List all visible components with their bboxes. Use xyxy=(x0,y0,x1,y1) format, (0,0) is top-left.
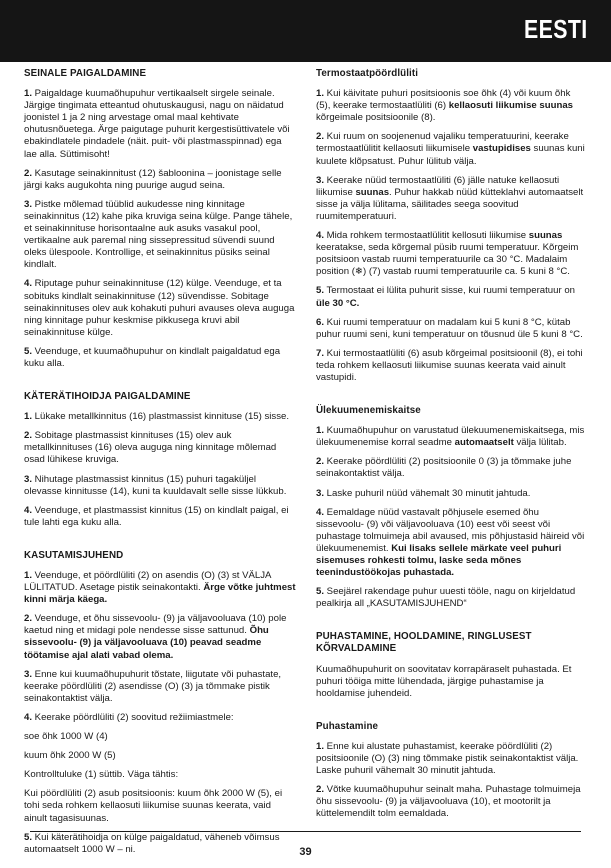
step-text: Enne kui kuumaõhupuhurit tõstate, liigutate või puhastate, keerake pöördlüliti (2) asendisse (O) (3) ja tõmmake pistik seinakontaktist välja. xyxy=(24,668,282,704)
step-text: Veenduge, et pöördlüliti (2) on asendis (O) (3) st VÄLJA LÜLITATUD. Asetage pistik seinakontakti. xyxy=(24,570,271,594)
step-number: 2. xyxy=(316,784,325,796)
step-text: Nihutage plastmassist kinnitus (15) puhuri tagaküljel olevasse kinnitusse (14), kuni ta kuuldavalt selle sisse lükkub. xyxy=(24,473,287,497)
step-number: 5. xyxy=(24,345,33,357)
mode-hot-line: kuum õhk 2000 W (5) xyxy=(24,750,116,762)
thermostat-step-4 xyxy=(316,230,587,278)
usage-step-1 xyxy=(24,570,296,606)
step-text: Kui käterätihoidja on külge paigaldatud, väheneb võimsus automaatselt 1000 W – ni. xyxy=(24,831,280,855)
section-title-thermostat: Termostaatpöördlüliti xyxy=(316,68,419,79)
step-number: 3. xyxy=(316,174,325,186)
step-text: Paigaldage kuumaõhupuhur vertikaalselt sirgele seinale. Järgige tingimata etteantud ohutuskaugusi, nagu on näidatud joonistel 1 ja 2 ning arvestage omal maal kehtivate ohutusnõuetega. Ärge paigutage puhurit kergestisüttivatele või ebakindlatele pindadele (näit. puit- või plastmasspinnad) ega lae alla. Süttimisoht! xyxy=(24,88,290,160)
step-number: 4. xyxy=(316,230,325,242)
right-column xyxy=(316,68,587,828)
mounting-step-5 xyxy=(24,346,296,370)
step-number: 7. xyxy=(316,347,325,359)
step-number: 6. xyxy=(316,316,325,328)
step-emphasis: automaatselt xyxy=(454,437,514,449)
step-text: Kui käivitate puhuri positsioonis soe õhk (4) või kuum õhk (5), keerake termostaatlüliti (6) xyxy=(316,88,571,112)
section-title-towel: KÄTERÄTIHOIDJA PAIGALDAMINE xyxy=(24,391,191,403)
step-text: Riputage puhur seinakinnituse (12) külge. Veenduge, et ta sobituks kindlalt seinakinnituse (12) süvendisse. Sobitage seinakinnituses olev auk kohakuti puhuri avauses oleva auguga ning kinnitage puhur keskmise pikkusega kruvi abil seinakinnituse külge. xyxy=(24,278,295,338)
cleaning-step-2 xyxy=(316,784,587,820)
step-text: Veenduge, et kuumaõhupuhur on kindlalt paigaldatud ega kuku alla. xyxy=(24,345,281,369)
step-number: 2. xyxy=(316,456,325,468)
step-number: 5. xyxy=(316,285,325,297)
step-number: 5. xyxy=(316,586,325,598)
step-emphasis: suunas xyxy=(528,230,563,242)
step-text: Lükake metallkinnitus (16) plastmassist kinnituse (15) sisse. xyxy=(32,411,290,423)
step-number: 4. xyxy=(24,504,33,516)
step-number: 4. xyxy=(24,278,33,290)
step-number: 2. xyxy=(24,613,33,625)
cleaning-step-1 xyxy=(316,741,587,777)
header-band xyxy=(0,0,611,62)
towel-step-4 xyxy=(24,505,296,529)
step-text: Mida rohkem termostaatlülitit kellosuti liikumise xyxy=(324,230,529,242)
step-emphasis: Kui lisaks sellele märkate veel puhuri sisemuses rohkesti tolmu, laske seda mõnes teenindustöökojas puhastada. xyxy=(316,542,562,579)
step-text: Termostaat ei lülita puhurit sisse, kui ruumi temperatuur on xyxy=(324,285,575,297)
overheat-step-1 xyxy=(316,425,587,449)
step-number: 2. xyxy=(24,430,33,442)
step-text: Seejärel rakendage puhur uuesti tööle, nagu on kirjeldatud pealkirja all „KASUTAMISJUHEND“ xyxy=(316,586,576,610)
section-title-mounting: SEINALE PAIGALDAMINE xyxy=(24,68,147,79)
step-text: Kuumaõhupuhur on varustatud ülekuumenemiskaitsega, mis ülekuumenemise korral seadme xyxy=(316,425,585,449)
step-number: 2. xyxy=(24,167,33,179)
thermostat-step-7 xyxy=(316,348,587,384)
thermostat-step-2 xyxy=(316,131,587,167)
mounting-step-1 xyxy=(24,88,296,161)
towel-step-2 xyxy=(24,430,296,466)
indicator-line: Kontrolltuluke (1) süttib. Väga tähtis: xyxy=(24,769,179,781)
step-text: Keerake pöördlüliti (2) positsioonile 0 (3) ja tõmmake juhe seinakontaktist välja. xyxy=(316,456,572,480)
towel-step-1 xyxy=(24,411,296,423)
step-text: kõrgeimale positsioonile (8). xyxy=(316,112,436,124)
usage-step-4 xyxy=(24,712,296,724)
usage-step-2 xyxy=(24,613,296,661)
thermostat-step-1 xyxy=(316,88,587,124)
step-text: Pistke mõlemad tüüblid aukudesse ning kinnitage seinakinnitus (12) kahe pika kruviga seina külge. Pange tähele, et seinakinnituse horisontaalne auk asuks vasakul pool, vertikaalne auk paremal ning sissepressitud süvendi suund oleks ülespoole. Kontrollige, et seinakinnitus püsiks seinal kindlalt. xyxy=(24,198,293,271)
step-number: 1. xyxy=(316,740,325,752)
step-text: välja lülitab. xyxy=(513,437,567,449)
step-emphasis: vastupidises xyxy=(472,143,531,155)
towel-step-3 xyxy=(24,474,296,498)
step-text: Kui ruum on soojenenud vajaliku temperatuurini, keerake termostaatlülitit kellaosuti liikumisele xyxy=(316,131,569,155)
important-note: Kui pöördlüliti (2) asub positsioonis: kuum õhk 2000 W (5), ei tohi seda rohkem kellaosuti liikumise suunas keerata, vaid ainult tagasisuunas. xyxy=(24,788,283,824)
towel-steps xyxy=(24,411,296,529)
overheat-step-5 xyxy=(316,586,587,610)
step-text: Kui termostaatlüliti (6) asub kõrgeimal positsioonil (8), ei tohi teda rohkem kellaosuti liikumise suunas keerata vaid ainult vastupidi. xyxy=(316,347,583,383)
step-text: Sobitage plastmassist kinnituses (15) olev auk metallkinnituses (16) oleva auguga ning kinnitage mõlemad osad lühikese kruviga. xyxy=(24,430,277,466)
step-text: Veenduge, et õhu sissevoolu- (9) ja väljavooluava (10) pole kaetud ning et midagi pole nendesse sisse sattunud. xyxy=(24,613,287,637)
mounting-step-4 xyxy=(24,278,296,338)
step-number: 4. xyxy=(316,506,325,518)
section-title-cleaning-steps: Puhastamine xyxy=(316,720,379,732)
language-label: EESTI xyxy=(524,14,588,44)
step-text: Enne kui alustate puhastamist, keerake pöördlüliti (2) positsioonile (O) (3) ning tõmmake pistik seinakontaktist välja. Laske puhuril vähemalt 30 minutit jahtuda. xyxy=(316,740,579,777)
step-number: 3. xyxy=(24,668,33,680)
step-emphasis: Õhu sissevoolu- (9) ja väljavooluava (10) peavad seadme töötamise ajal alati vabad olema. xyxy=(24,625,269,661)
step-text: Veenduge, et plastmassist kinnitus (15) on kindlalt paigal, ei tule lahti ega kuku alla. xyxy=(24,504,289,528)
mounting-steps xyxy=(24,88,296,370)
section-title-overheat: Ülekuumenemiskaitse xyxy=(316,405,421,417)
step-number: 3. xyxy=(316,487,325,499)
step-number: 1. xyxy=(316,88,325,100)
step-text: Keerake nüüd termostaatlüliti (6) jälle natuke kellaosuti liikumise xyxy=(316,174,560,198)
section-title-cleaning: PUHASTAMINE, HOOLDAMINE, RINGLUSEST KÕRVALDAMINE xyxy=(316,631,532,655)
footer-divider xyxy=(30,831,581,832)
overheat-step-3 xyxy=(316,488,587,500)
section-title-usage: KASUTAMISJUHEND xyxy=(24,549,124,561)
thermostat-step-3 xyxy=(316,175,587,223)
mode-warm-line: soe õhk 1000 W (4) xyxy=(24,731,108,743)
mounting-step-2 xyxy=(24,168,296,192)
step-number: 1. xyxy=(24,411,33,423)
overheat-step-4 xyxy=(316,507,587,580)
step-number: 1. xyxy=(316,425,325,437)
overheat-step-2 xyxy=(316,456,587,480)
step-text: Kui ruumi temperatuur on madalam kui 5 kuni 8 °C, kütab puhur ruumi seni, kuni temperatuur on tõusnud üle 5 kuni 8 °C. xyxy=(316,316,583,340)
step-number: 1. xyxy=(24,88,33,100)
step-number: 1. xyxy=(24,570,33,581)
thermostat-step-5 xyxy=(316,285,587,309)
step-text: keeratakse, seda kõrgemal püsib ruumi temperatuur. Kõrgeim positsioon vastab ruumi temperatuurile ca 30 °C. Madalaim position (❄) (7) vastab ruumi temperatuurile ca. 5 kuni 8 °C. xyxy=(316,242,579,278)
step-text: suunas kuni kuulete klõpsatust. Puhur lülitub välja. xyxy=(316,143,585,167)
step-emphasis: Ärge võtke juhtmest kinni märja käega. xyxy=(24,582,296,606)
step-number: 4. xyxy=(24,711,33,723)
step-emphasis: üle 30 °C. xyxy=(316,297,360,309)
step-emphasis: kellaosuti liikumise suunas xyxy=(448,100,573,112)
thermostat-step-6 xyxy=(316,317,587,341)
left-column xyxy=(24,68,296,863)
page-number: 39 xyxy=(299,846,312,858)
step-text: . Puhur hakkab nüüd kütteklahvi automaatselt sisse ja välja lülitama, säilitades seega soovitud ruumitemperatuuri. xyxy=(316,186,584,222)
mounting-step-3 xyxy=(24,199,296,272)
step-number: 3. xyxy=(24,198,33,210)
usage-step-3 xyxy=(24,669,296,705)
step-text: Keerake pöördlüliti (2) soovitud režiimiastmele: xyxy=(32,711,234,723)
step-number: 2. xyxy=(316,131,325,143)
step-text: Laske puhuril nüüd vähemalt 30 minutit jahtuda. xyxy=(324,487,531,499)
step-number: 5. xyxy=(24,831,33,843)
step-text: Eemaldage nüüd vastavalt põhjusele esemed õhu sissevoolu- (9) või väljavooluava (10) eest või seest või puhastage tolmuimeja abil avaused, mis põhjustasid häireid või ülekuumenemist. xyxy=(316,506,585,554)
step-text: Võtke kuumaõhupuhur seinalt maha. Puhastage tolmuimeja õhu sissevoolu- (9) ja väljavooluava (10), et mootorilt ja küttelemendilt tolm eemaldada. xyxy=(316,784,581,820)
step-text: Kasutage seinakinnitust (12) šabloonina – joonistage selle järgi kaks augukohta ning puurige augud seina. xyxy=(24,167,282,191)
step-emphasis: suunas xyxy=(355,186,390,198)
cleaning-intro: Kuumaõhupuhurit on soovitatav korrapäraselt puhastada. Et puhuri tööiga mitte lühendada, järgige puhastamise ja hooldamise juhendeid. xyxy=(316,663,572,699)
step-number: 3. xyxy=(24,473,33,485)
